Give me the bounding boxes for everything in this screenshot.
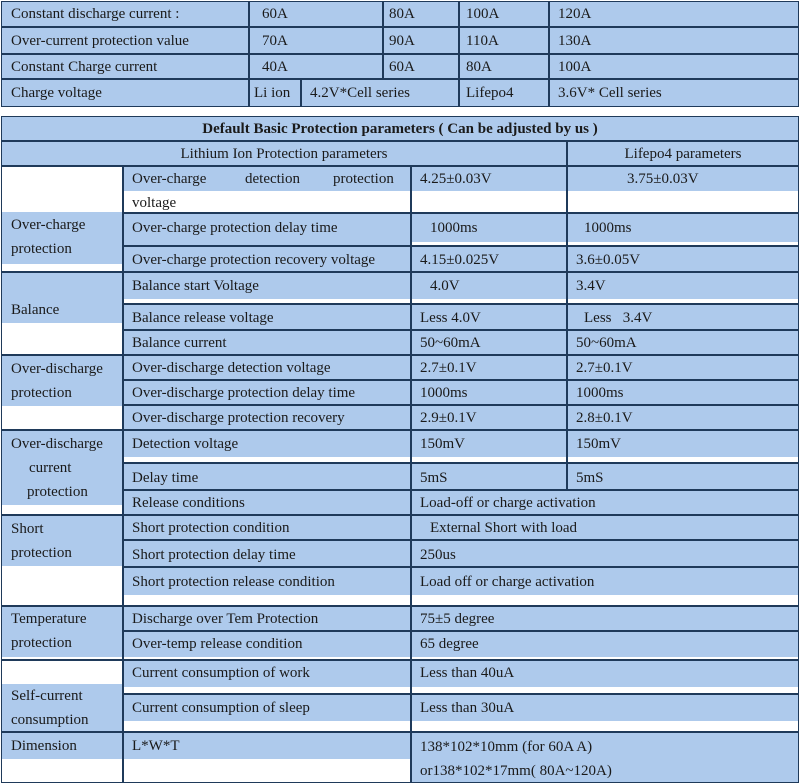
- value-cell: [411, 430, 567, 463]
- param-cell: [123, 272, 411, 304]
- subheader-cell: [1, 141, 567, 166]
- value-merged: 65 degree: [420, 636, 479, 652]
- value-lifepo4: 1000ms: [576, 385, 624, 401]
- param-cell: [123, 660, 411, 694]
- cell-value: 60A: [389, 59, 415, 75]
- cell-value: 80A: [466, 59, 492, 75]
- group-overdischarge-current: [1, 430, 123, 515]
- value-cell: [411, 694, 799, 732]
- cell-value: 90A: [389, 33, 415, 49]
- subheader-cell: [567, 141, 799, 166]
- value-merged: 75±5 degree: [420, 611, 495, 627]
- value-merged: Less than 30uA: [420, 700, 515, 716]
- param-cell: [123, 213, 411, 246]
- value-lifepo4: Less 3.4V: [584, 310, 653, 326]
- group-label: protection: [11, 385, 72, 401]
- group-overdischarge: [1, 355, 123, 430]
- value-liion: 4.0V: [430, 278, 460, 294]
- table-cell: [459, 1, 549, 27]
- value-merged: or138*102*17mm( 80A~120A): [420, 763, 612, 779]
- value-cell: [411, 330, 567, 355]
- group-temperature: [1, 606, 123, 660]
- param-cell: [123, 355, 411, 380]
- param-cell: [123, 732, 411, 783]
- cell-value: Li ion: [254, 85, 291, 101]
- value-merged: Load off or charge activation: [420, 574, 595, 590]
- param-cell: [123, 430, 411, 463]
- param-label: Over-discharge detection voltage: [132, 360, 331, 376]
- group-label: Over-discharge: [11, 436, 103, 452]
- value-liion: 2.9±0.1V: [420, 410, 477, 426]
- value-liion: Less 4.0V: [420, 310, 481, 326]
- param-label: Current consumption of work: [132, 665, 310, 681]
- value-liion: 1000ms: [420, 385, 468, 401]
- table-cell: [249, 54, 383, 79]
- cell-value: 4.2V*Cell series: [310, 85, 410, 101]
- param-label: L*W*T: [132, 738, 180, 754]
- param-label: Delay time: [132, 470, 199, 486]
- param-label: Balance start Voltage: [132, 278, 259, 294]
- value-cell: [567, 304, 799, 330]
- table-cell: [249, 1, 383, 27]
- group-label: current: [29, 460, 72, 476]
- param-label: protection: [333, 171, 394, 187]
- cell-value: 70A: [262, 33, 288, 49]
- table-cell: [459, 54, 549, 79]
- param-label: Over-charge protection recovery voltage: [132, 252, 376, 268]
- param-label: Over-charge protection delay time: [132, 220, 338, 236]
- table-cell: [1, 54, 249, 79]
- group-label: Balance: [11, 302, 60, 318]
- value-merged: Less than 40uA: [420, 665, 515, 681]
- value-cell: [411, 515, 799, 540]
- value-cell: [567, 355, 799, 380]
- value-liion: 150mV: [420, 436, 465, 452]
- table-cell: [459, 79, 549, 107]
- value-cell: [411, 166, 567, 213]
- param-cell: [123, 330, 411, 355]
- param-cell: [123, 567, 411, 606]
- table-cell: [1, 79, 249, 107]
- param-cell: [123, 304, 411, 330]
- subheader-liion: Lithium Ion Protection parameters: [180, 146, 388, 162]
- value-lifepo4: 150mV: [576, 436, 621, 452]
- value-merged: Load-off or charge activation: [420, 495, 596, 511]
- group-dimension: [1, 732, 123, 783]
- group-label: protection: [11, 241, 72, 257]
- group-label: Over-discharge: [11, 361, 103, 377]
- param-label: Over-charge: [132, 171, 207, 187]
- cell-value: 100A: [558, 59, 592, 75]
- value-cell: [411, 567, 799, 606]
- param-cell: [123, 606, 411, 631]
- cell-value: 110A: [466, 33, 499, 49]
- param-label: Balance current: [132, 335, 227, 351]
- value-lifepo4: 5mS: [576, 470, 604, 486]
- param-label: Discharge over Tem Protection: [132, 611, 319, 627]
- value-cell: [411, 405, 567, 430]
- param-label: Balance release voltage: [132, 310, 274, 326]
- table-cell: [249, 79, 301, 107]
- value-cell: [411, 631, 799, 660]
- group-label: consumption: [11, 712, 89, 728]
- value-lifepo4: 3.4V: [576, 278, 606, 294]
- cell-value: 100A: [466, 6, 500, 22]
- row-label: Over-current protection value: [11, 33, 189, 49]
- section-title: Default Basic Protection parameters ( Can be adjusted by us ): [202, 121, 598, 137]
- value-lifepo4: 3.75±0.03V: [627, 171, 699, 187]
- param-cell: [123, 490, 411, 515]
- cell-value: 130A: [558, 33, 592, 49]
- param-cell: [123, 463, 411, 490]
- value-cell: [411, 732, 799, 783]
- param-label: Over-temp release condition: [132, 636, 303, 652]
- value-cell: [567, 463, 799, 490]
- group-label: Self-current: [11, 688, 83, 704]
- cell-value: 40A: [262, 59, 288, 75]
- group-overcharge: [1, 166, 123, 272]
- row-label: Constant discharge current :: [11, 6, 180, 22]
- value-lifepo4: 3.6±0.05V: [576, 252, 641, 268]
- table-cell: [383, 54, 459, 79]
- param-cell: [123, 540, 411, 567]
- param-label: detection: [245, 171, 300, 187]
- value-cell: [567, 405, 799, 430]
- value-lifepo4: 1000ms: [584, 220, 632, 236]
- value-cell: [567, 272, 799, 304]
- table-cell: [549, 54, 799, 79]
- value-cell: [411, 213, 567, 246]
- param-label: Over-discharge protection delay time: [132, 385, 356, 401]
- value-cell: [567, 246, 799, 272]
- group-label: protection: [11, 545, 72, 561]
- value-cell: [411, 304, 567, 330]
- cell-value: 3.6V* Cell series: [558, 85, 662, 101]
- group-short: [1, 515, 123, 606]
- group-label: Short: [11, 521, 44, 537]
- group-self-current: [1, 660, 123, 732]
- value-lifepo4: 2.8±0.1V: [576, 410, 633, 426]
- param-label: Short protection delay time: [132, 547, 296, 563]
- table-cell: [1, 1, 249, 27]
- group-label: Temperature: [11, 611, 87, 627]
- table-cell: [383, 27, 459, 54]
- param-label: Release conditions: [132, 495, 245, 511]
- group-label: Dimension: [11, 738, 77, 754]
- param-cell: [123, 405, 411, 430]
- value-cell: [411, 272, 567, 304]
- param-label: Current consumption of sleep: [132, 700, 310, 716]
- value-cell: [567, 166, 799, 213]
- row-label: Charge voltage: [11, 85, 102, 101]
- table-cell: [1, 27, 249, 54]
- table-cell: [549, 1, 799, 27]
- table-cell: [549, 79, 799, 107]
- value-cell: [567, 330, 799, 355]
- param-cell: [123, 246, 411, 272]
- value-lifepo4: 2.7±0.1V: [576, 360, 633, 376]
- value-cell: [567, 213, 799, 246]
- group-label: protection: [11, 635, 72, 651]
- value-liion: 2.7±0.1V: [420, 360, 477, 376]
- param-label: Short protection condition: [132, 520, 290, 536]
- value-liion: 5mS: [420, 470, 448, 486]
- value-liion: 4.25±0.03V: [420, 171, 492, 187]
- group-label: protection: [27, 484, 88, 500]
- param-cell: [123, 694, 411, 732]
- value-cell: [411, 540, 799, 567]
- group-label: Over-charge: [11, 217, 86, 233]
- cell-value: 80A: [389, 6, 415, 22]
- value-cell: [411, 606, 799, 631]
- param-label: voltage: [132, 195, 177, 211]
- table-cell: [549, 27, 799, 54]
- value-merged: 138*102*10mm (for 60A A): [420, 739, 593, 755]
- cell-value: Lifepo4: [466, 85, 514, 101]
- param-cell: [123, 166, 411, 213]
- group-balance: [1, 272, 123, 355]
- row-label: Constant Charge current: [11, 59, 158, 75]
- value-cell: [411, 355, 567, 380]
- table-cell: [301, 79, 459, 107]
- section-title-cell: [1, 116, 799, 141]
- subheader-lifepo4: Lifepo4 parameters: [624, 146, 742, 162]
- param-label: Detection voltage: [132, 436, 239, 452]
- cell-value: 60A: [262, 6, 288, 22]
- value-liion: 1000ms: [430, 220, 478, 236]
- table-cell: [249, 27, 383, 54]
- value-liion: 4.15±0.025V: [420, 252, 500, 268]
- value-cell: [567, 380, 799, 405]
- value-liion: 50~60mA: [420, 335, 481, 351]
- param-cell: [123, 631, 411, 660]
- value-cell: [411, 380, 567, 405]
- param-label: Short protection release condition: [132, 574, 335, 590]
- param-cell: [123, 515, 411, 540]
- value-cell: [411, 463, 567, 490]
- value-merged: External Short with load: [430, 520, 578, 536]
- value-cell: [411, 490, 799, 515]
- value-cell: [411, 660, 799, 694]
- value-cell: [567, 430, 799, 463]
- value-cell: [411, 246, 567, 272]
- table-cell: [383, 1, 459, 27]
- param-cell: [123, 380, 411, 405]
- value-lifepo4: 50~60mA: [576, 335, 637, 351]
- param-label: Over-discharge protection recovery: [132, 410, 345, 426]
- table-cell: [459, 27, 549, 54]
- cell-value: 120A: [558, 6, 592, 22]
- value-merged: 250us: [420, 547, 456, 563]
